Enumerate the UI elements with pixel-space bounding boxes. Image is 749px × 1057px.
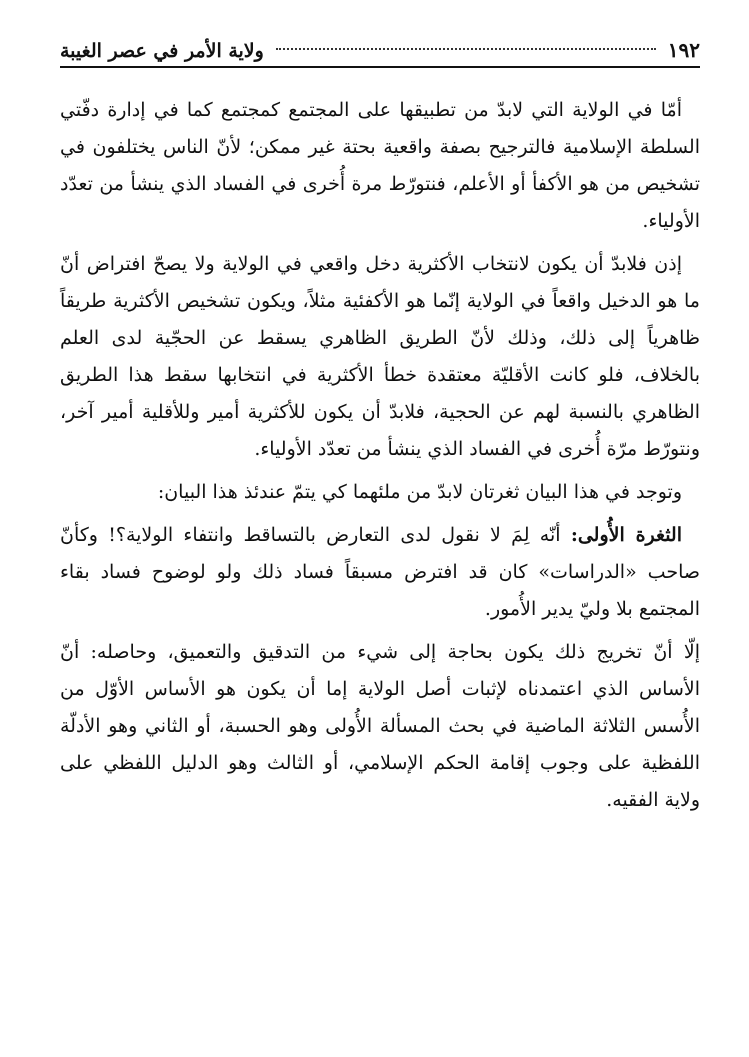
page-number: ١٩٢ (667, 38, 700, 62)
running-title: ولاية الأمر في عصر الغيبة (60, 40, 264, 62)
paragraph-gap-one (60, 517, 700, 628)
page-header (60, 28, 700, 68)
book-page (60, 28, 700, 1038)
paragraph-closing: إلّا أنّ تخريج ذلك يكون بحاجة إلى شيء من التدقيق والتعميق، وحاصله: أنّ الأساس الذي اعتمدناه لإثبات أصل الولاية إما أن يكون هو الأساس الأوّل من الأُسس الثلاثة الماضية في بحث المسألة الأُولى وهو الحسبة، أو الثاني وهو الأدلّة اللفظية على وجوب إقامة الحكم الإسلامي، أو الثالث وهو الدليل اللفظي على ولاية الفقيه. (60, 641, 700, 811)
paragraph-3: وتوجد في هذا البيان ثغرتان لابدّ من ملئهما كي يتمّ عندئذ هذا البيان: (157, 481, 682, 503)
header-dot-leader (276, 40, 656, 50)
paragraph-2: إذن فلابدّ أن يكون لانتخاب الأكثرية دخل واقعي في الولاية ولا يصحّ افتراض أنّ ما هو الدخيل واقعاً في الولاية إنّما هو الأكفئية مثلاً، ويكون تشخيص الأكثرية طريقاً ظاهرياً إلى ذلك، وذلك لأنّ الطريق الظاهري يسقط عن الحجّية لدى العلم بالخلاف، فلو كانت الأقليّة معتقدة خطأ الأكثرية في انتخابها سقط هذا الطريق الظاهري بالنسبة لهم عن الحجية، فلابدّ أن يكون للأكثرية أمير وللأقلية أمير آخر، ونتورّط مرّة أُخرى في الفساد الذي ينشأ من تعدّد الأولياء. (60, 253, 700, 460)
page-body (60, 92, 700, 819)
gap-one-text: أنّه لِمَ لا نقول لدى التعارض بالتساقط وانتفاء الولاية؟! وكأنّ صاحب «الدراسات» كان قد افترض مسبقاً فساد ذلك ولو لوضوح فساد بقاء المجتمع بلا وليّ يدير الأُمور. (60, 524, 700, 620)
gap-one-lead: الثغرة الأُولى: (570, 524, 682, 546)
paragraph-1: أمّا في الولاية التي لابدّ من تطبيقها على المجتمع كمجتمع كما في إدارة دفّتي السلطة الإسلامية فالترجيح بصفة واقعية بحتة غير ممكن؛ لأنّ الناس يختلفون في تشخيص من هو الأكفأ أو الأعلم، فنتورّط مرة أُخرى في الفساد الذي ينشأ من تعدّد الأولياء. (60, 99, 700, 232)
